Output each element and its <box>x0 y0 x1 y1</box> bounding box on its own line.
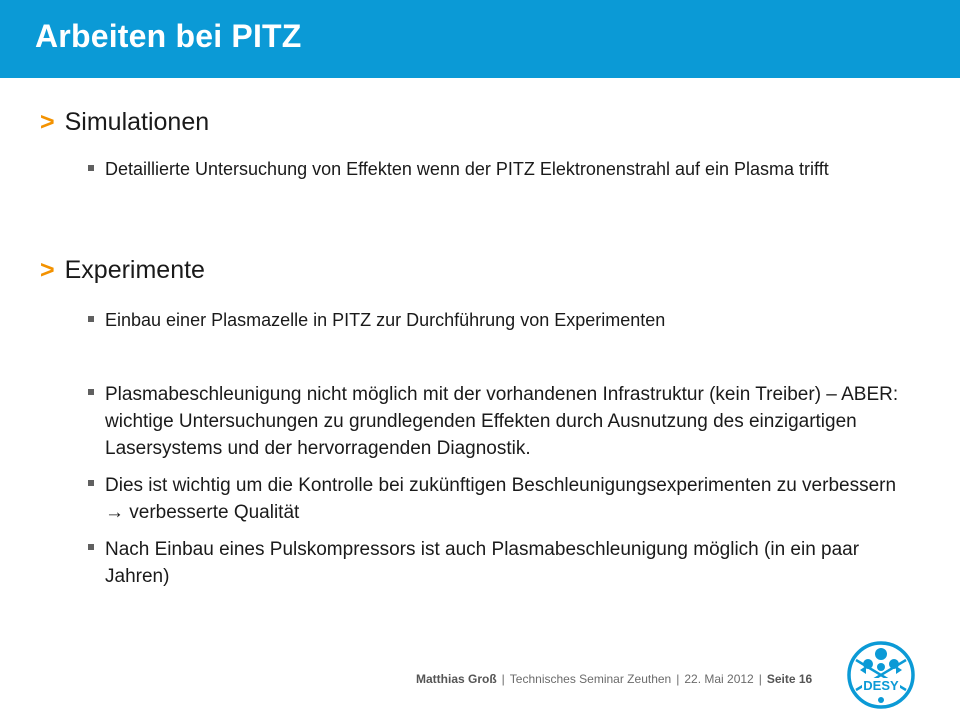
bullet-text: Nach Einbau eines Pulskompressors ist auch Plasmabeschleunigung möglich (in ein paar Jahren) <box>105 539 860 587</box>
chevron-right-icon: > <box>40 108 55 136</box>
footer-date: 22. Mai 2012 <box>684 672 754 686</box>
footer <box>416 672 812 686</box>
footer-separator: | <box>676 672 680 686</box>
square-bullet-icon <box>88 165 94 171</box>
section-heading-experimente <box>40 256 205 285</box>
desy-logo-icon <box>846 640 916 710</box>
square-bullet-icon <box>88 544 94 550</box>
section-heading-label: Simulationen <box>64 108 210 136</box>
logo-text: DESY <box>863 678 899 693</box>
footer-separator: | <box>501 672 505 686</box>
chevron-right-icon: > <box>40 256 55 284</box>
bullet-text: Dies ist wichtig um die Kontrolle bei zukünftigen Beschleunigungsexperimenten zu verbessern → verbesserte Qualität <box>105 475 897 523</box>
footer-author: Matthias Groß <box>416 672 497 686</box>
bullet-item <box>88 157 920 182</box>
bullet-item <box>88 381 920 462</box>
footer-page-number: Seite 16 <box>766 672 813 686</box>
bullet-item <box>88 536 920 590</box>
square-bullet-icon <box>88 389 94 395</box>
bullet-text: Plasmabeschleunigung nicht möglich mit der vorhandenen Infrastruktur (kein Treiber) – ABER: wichtige Untersuchungen zu grundlegenden Effekten durch Ausnutzung des einzigartigen Lasersystems und der hervorragenden Diagnostik. <box>105 384 899 459</box>
footer-separator: | <box>758 672 762 686</box>
square-bullet-icon <box>88 480 94 486</box>
bullet-text: Detaillierte Untersuchung von Effekten wenn der PITZ Elektronenstrahl auf ein Plasma trifft <box>105 159 829 179</box>
footer-event: Technisches Seminar Zeuthen <box>509 672 672 686</box>
bullet-item <box>88 472 920 526</box>
square-bullet-icon <box>88 316 94 322</box>
section-heading-simulationen <box>40 108 209 137</box>
slide-title: Arbeiten bei PITZ <box>35 18 302 54</box>
bullet-text: Einbau einer Plasmazelle in PITZ zur Durchführung von Experimenten <box>105 310 666 330</box>
section-heading-label: Experimente <box>64 256 205 284</box>
title-bar <box>0 0 960 78</box>
bullet-item <box>88 308 920 333</box>
